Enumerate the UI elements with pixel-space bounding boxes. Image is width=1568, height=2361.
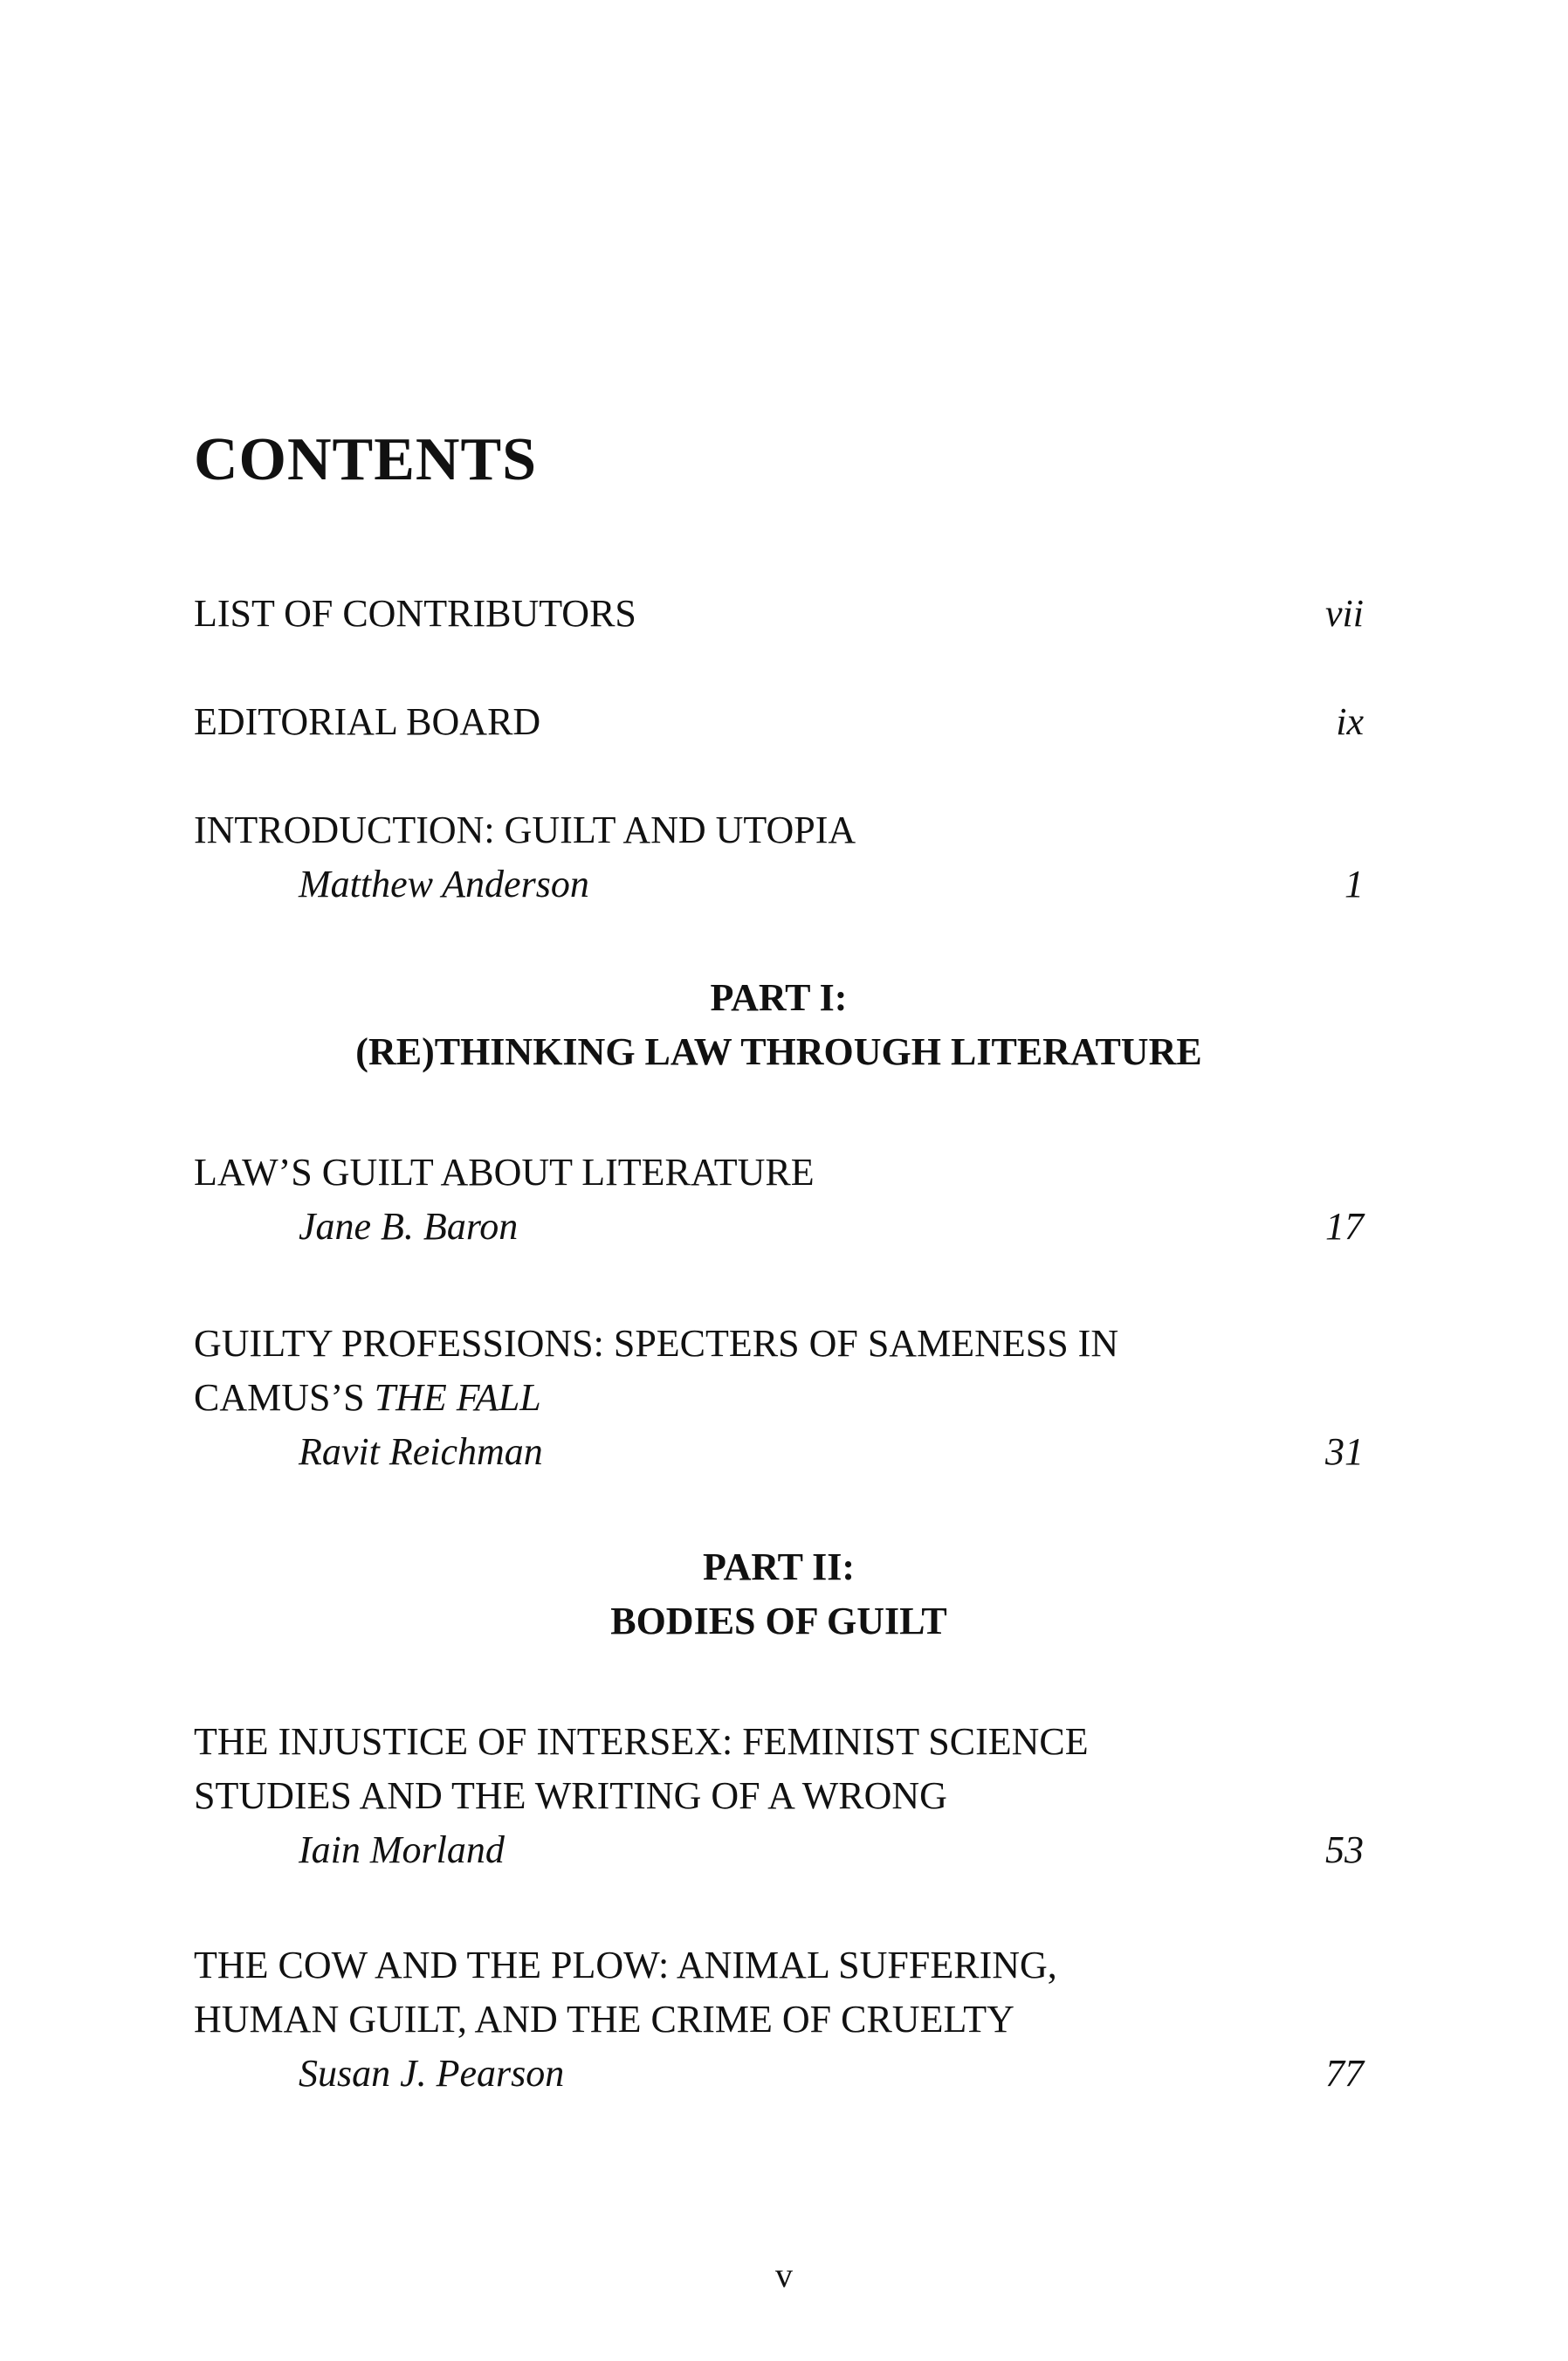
toc-entry-injustice-of-intersex[interactable] (194, 1715, 1364, 1877)
entry-author: Matthew Anderson (299, 863, 589, 905)
entry-author: Jane B. Baron (299, 1205, 519, 1248)
entry-title-line-2: STUDIES AND THE WRITING OF A WRONG (194, 1774, 947, 1817)
part-heading-2 (194, 1540, 1364, 1649)
part-label: PART II: (702, 1545, 856, 1588)
toc-entry-laws-guilt[interactable] (194, 1146, 1364, 1254)
entry-author: Iain Morland (299, 1828, 505, 1871)
entry-title-italic: THE FALL (374, 1376, 541, 1419)
entry-page-number: ix (1336, 700, 1364, 743)
entry-title: EDITORIAL BOARD (194, 700, 541, 743)
part-title: (RE)THINKING LAW THROUGH LITERATURE (355, 1030, 1202, 1073)
part-label: PART I: (710, 976, 848, 1019)
entry-title-prefix: CAMUS’S (194, 1376, 375, 1419)
entry-page-number: 31 (1325, 1430, 1364, 1473)
page-folio: v (775, 2255, 793, 2295)
entry-author: Susan J. Pearson (299, 2052, 565, 2095)
entry-title: INTRODUCTION: GUILT AND UTOPIA (194, 809, 856, 851)
entry-page-number: 17 (1325, 1205, 1364, 1248)
entry-title-line-2 (194, 1371, 1364, 1425)
entry-title: LIST OF CONTRIBUTORS (194, 592, 636, 635)
entry-page-number: 53 (1325, 1828, 1364, 1871)
entry-page-number: 77 (1325, 2052, 1364, 2095)
entry-page-number: vii (1325, 592, 1364, 635)
entry-title-line-1: THE COW AND THE PLOW: ANIMAL SUFFERING, (194, 1944, 1057, 1986)
toc-entry-introduction[interactable] (194, 803, 1364, 912)
part-title: BODIES OF GUILT (610, 1600, 947, 1642)
entry-page-number: 1 (1344, 863, 1364, 905)
part-heading-1 (194, 971, 1364, 1079)
entry-title: LAW’S GUILT ABOUT LITERATURE (194, 1151, 815, 1194)
page-title: CONTENTS (194, 426, 538, 493)
toc-entry-guilty-professions[interactable] (194, 1317, 1364, 1479)
entry-title-line-2: HUMAN GUILT, AND THE CRIME OF CRUELTY (194, 1998, 1014, 2041)
entry-author: Ravit Reichman (299, 1430, 543, 1473)
toc-entry-contributors[interactable] (194, 587, 1364, 641)
toc-entry-editorial-board[interactable] (194, 695, 1364, 749)
toc-entry-cow-and-plow[interactable] (194, 1938, 1364, 2101)
entry-title-line-1: GUILTY PROFESSIONS: SPECTERS OF SAMENESS IN (194, 1322, 1119, 1365)
entry-title-line-1: THE INJUSTICE OF INTERSEX: FEMINIST SCIENCE (194, 1720, 1089, 1763)
